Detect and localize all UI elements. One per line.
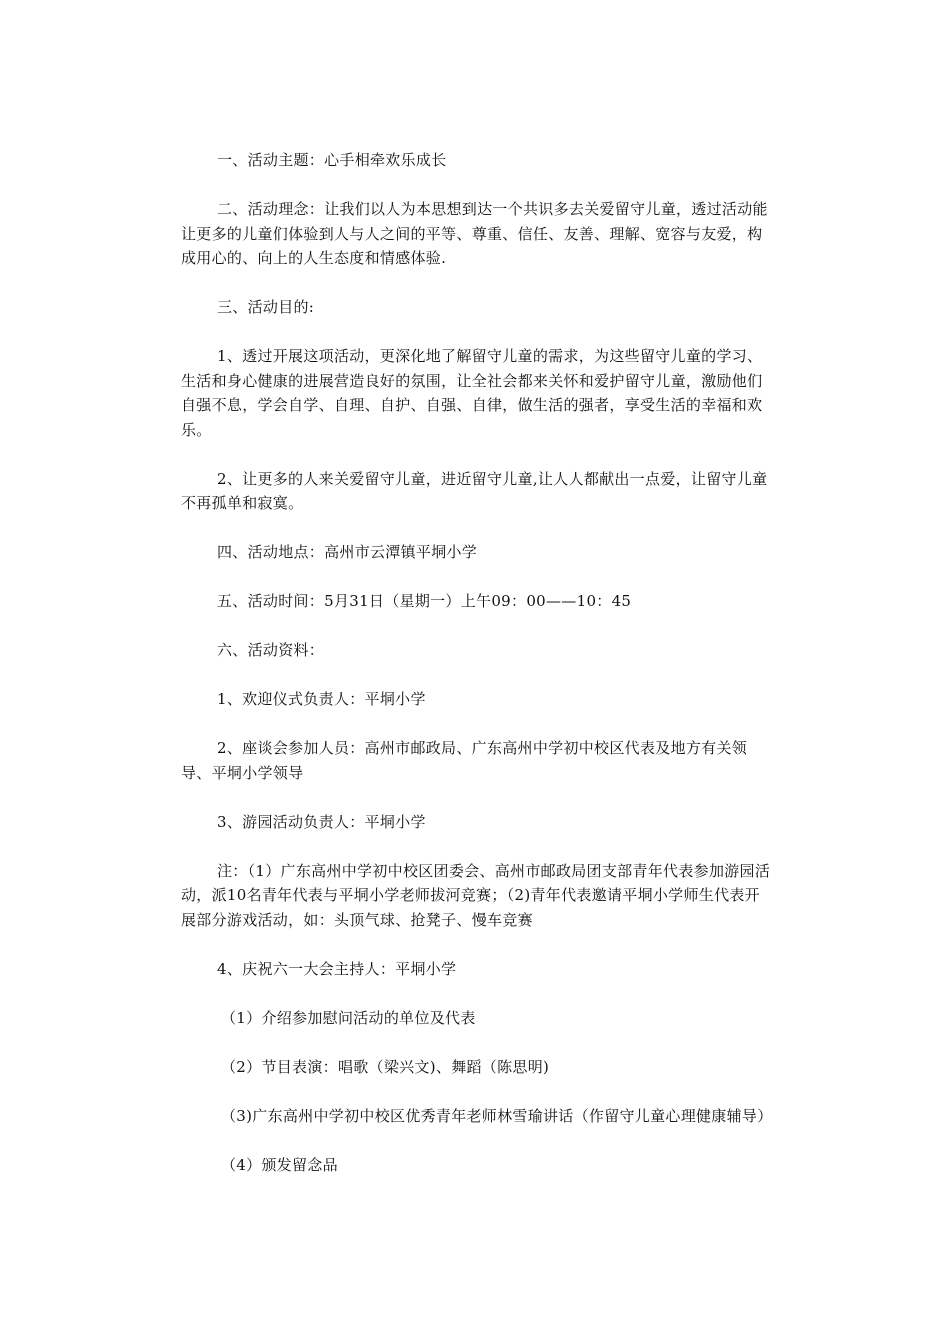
content-item-3: 3、游园活动负责人：平垌小学 — [217, 812, 426, 831]
document-body — [181, 148, 773, 1177]
program-item-1: （1）介绍参加慰问活动的单位及代表 — [221, 1008, 476, 1027]
content-item-1: 1、欢迎仪式负责人：平垌小学 — [217, 690, 426, 708]
content-item-2: 2、座谈会参加人员：高州市邮政局、广东高州中学初中校区代表及地方有关领导、平垌小学领导 — [181, 739, 748, 782]
goal-item-1: 1、透过开展这项活动，更深化地了解留守儿童的需求，为这些留守儿童的学习、生活和身心健康的进展营造良好的氛围，让全社会都来关怀和爱护留守儿童，激励他们自强不息，学会自学、自理、自护、自强、自律，做生活的强者，享受生活的幸福和欢乐。 — [181, 347, 763, 439]
program-item-4: （4）颁发留念品 — [221, 1155, 338, 1174]
content-note: 注：（1）广东高州中学初中校区团委会、高州市邮政局团支部青年代表参加游园活动，派10名青年代表与平垌小学老师拔河竞赛；（2)青年代表邀请平垌小学师生代表开展部分游戏活动，如：头顶气球、抢凳子、慢车竞赛 — [181, 861, 771, 929]
program-item-2: （2）节目表演：唱歌（梁兴文)、舞蹈（陈思明) — [221, 1057, 550, 1076]
section-philosophy: 二、活动理念：让我们以人为本思想到达一个共识多去关爱留守儿童，透过活动能让更多的儿童们体验到人与人之间的平等、尊重、信任、友善、理解、宽容与友爱，构成用心的、向上的人生态度和情感体验. — [181, 200, 768, 267]
section-time: 五、活动时间：5月31日（星期一）上午09：00——10：45 — [217, 592, 632, 610]
section-goals-heading: 三、活动目的: — [217, 298, 315, 316]
content-item-4: 4、庆祝六一大会主持人：平垌小学 — [217, 959, 457, 978]
goal-item-2: 2、让更多的人来关爱留守儿童，进近留守儿童,让人人都献出一点爱，让留守儿童不再孤单和寂寞。 — [181, 469, 768, 512]
section-theme: 一、活动主题：心手相牵欢乐成长 — [217, 151, 447, 169]
section-location: 四、活动地点：高州市云潭镇平垌小学 — [217, 543, 478, 561]
program-item-3: （3)广东高州中学初中校区优秀青年老师林雪瑜讲话（作留守儿童心理健康辅导） — [221, 1106, 773, 1125]
section-content-heading: 六、活动资料： — [217, 641, 325, 659]
